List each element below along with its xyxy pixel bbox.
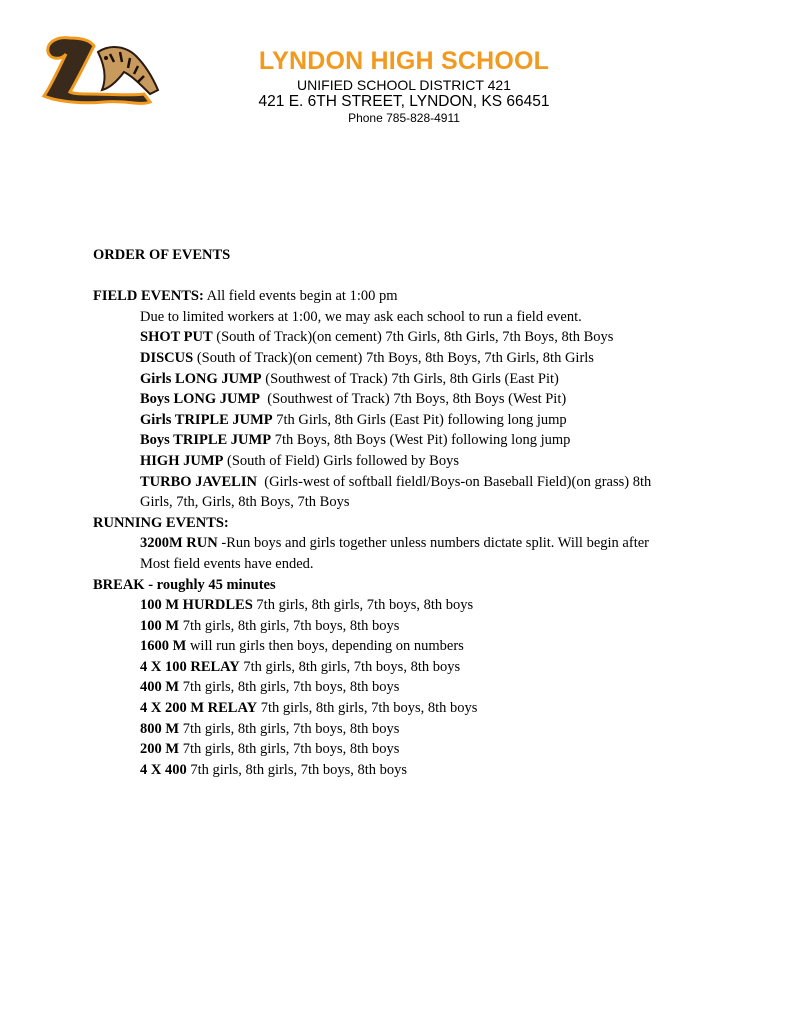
school-name: LYNDON HIGH SCHOOL: [258, 47, 550, 75]
running-event-item: [93, 636, 743, 657]
field-event-item: [93, 389, 743, 410]
javelin-continuation: Girls, 7th, Girls, 8th Boys, 7th Boys: [140, 494, 350, 511]
district-name: UNIFIED SCHOOL DISTRICT 421: [297, 77, 511, 93]
field-event-item: [93, 348, 743, 369]
running-event-item: [93, 657, 743, 678]
document-title: ORDER OF EVENTS: [93, 247, 231, 263]
event-name: 800 M: [140, 720, 180, 737]
field-events-note: Due to limited workers at 1:00, we may ask each school to run a field event.: [140, 308, 582, 325]
order-of-events-document: [93, 245, 743, 780]
field-event-item: [93, 369, 743, 390]
school-address: 421 E. 6TH STREET, LYNDON, KS 66451: [258, 93, 550, 110]
event-name: 4 X 100 RELAY: [140, 658, 240, 675]
field-event-item: [93, 410, 743, 431]
event-desc: (Southwest of Track) 7th Girls, 8th Girls (East Pit): [261, 370, 559, 387]
event-desc: (Girls-west of softball fieldl/Boys-on Baseball Field)(on grass) 8th: [256, 473, 652, 490]
running-event-item: [93, 616, 743, 637]
event-desc: 7th girls, 8th girls, 7th boys, 8th boys: [252, 597, 474, 614]
event-name: 3200M RUN: [140, 535, 218, 552]
event-desc: 7th girls, 8th girls, 7th boys, 8th boys: [179, 617, 400, 634]
field-events-intro: All field events begin at 1:00 pm: [203, 288, 398, 305]
field-events-heading: FIELD EVENTS:: [93, 288, 204, 305]
field-event-item: [93, 451, 743, 472]
event-name: 100 M HURDLES: [140, 597, 253, 614]
event-desc: (South of Field) Girls followed by Boys: [223, 452, 459, 469]
event-desc: 7th girls, 8th girls, 7th boys, 8th boys: [179, 741, 400, 758]
field-event-item: [93, 327, 743, 348]
event-name: 4 X 400: [140, 761, 187, 778]
school-phone: Phone 785-828-4911: [348, 111, 460, 125]
event-name: Boys LONG JUMP: [140, 391, 261, 408]
running-event-item: [93, 719, 743, 740]
event-desc: (South of Track)(on cement) 7th Girls, 8th Girls, 7th Boys, 8th Boys: [212, 329, 614, 346]
event-name: 400 M: [140, 679, 180, 696]
event-desc: 7th girls, 8th girls, 7th boys, 8th boys: [239, 658, 461, 675]
break-heading: BREAK - roughly 45 minutes: [93, 576, 276, 593]
event-desc: 7th girls, 8th girls, 7th boys, 8th boys: [179, 720, 400, 737]
event-desc: 7th girls, 8th girls, 7th boys, 8th boys: [257, 700, 478, 717]
event-desc: 7th girls, 8th girls, 7th boys, 8th boys: [179, 679, 400, 696]
event-desc: will run girls then boys, depending on numbers: [186, 638, 464, 655]
field-event-item: [93, 472, 743, 493]
event-name: Girls LONG JUMP: [140, 370, 262, 387]
event-desc: (Southwest of Track) 7th Boys, 8th Boys (West Pit): [260, 391, 567, 408]
event-desc: (South of Track)(on cement) 7th Boys, 8th Boys, 7th Girls, 8th Girls: [193, 349, 594, 366]
run3200-continuation: Most field events have ended.: [140, 555, 314, 572]
running-event-item: [93, 698, 743, 719]
tiger-l-logo-icon: [40, 32, 164, 112]
event-name: HIGH JUMP: [140, 452, 224, 469]
field-events-heading-line: [93, 286, 743, 307]
event-desc: -Run boys and girls together unless numbers dictate split. Will begin after: [217, 535, 649, 552]
running-event-item: [93, 595, 743, 616]
running-event-item: [93, 533, 743, 554]
event-desc: 7th Girls, 8th Girls (East Pit) following long jump: [272, 411, 567, 428]
running-event-item: [93, 739, 743, 760]
field-event-item: [93, 430, 743, 451]
event-name: 4 X 200 M RELAY: [140, 700, 258, 717]
event-name: TURBO JAVELIN: [140, 473, 257, 490]
event-desc: 7th girls, 8th girls, 7th boys, 8th boys: [186, 761, 408, 778]
event-name: 1600 M: [140, 638, 187, 655]
event-desc: 7th Boys, 8th Boys (West Pit) following long jump: [271, 432, 571, 449]
event-name: 100 M: [140, 617, 180, 634]
running-event-item: [93, 677, 743, 698]
event-name: Girls TRIPLE JUMP: [140, 411, 273, 428]
running-event-item: [93, 760, 743, 781]
event-name: DISCUS: [140, 349, 194, 366]
event-name: SHOT PUT: [140, 329, 213, 346]
event-name: Boys TRIPLE JUMP: [140, 432, 272, 449]
event-name: 200 M: [140, 741, 180, 758]
running-events-heading: RUNNING EVENTS:: [93, 514, 229, 531]
